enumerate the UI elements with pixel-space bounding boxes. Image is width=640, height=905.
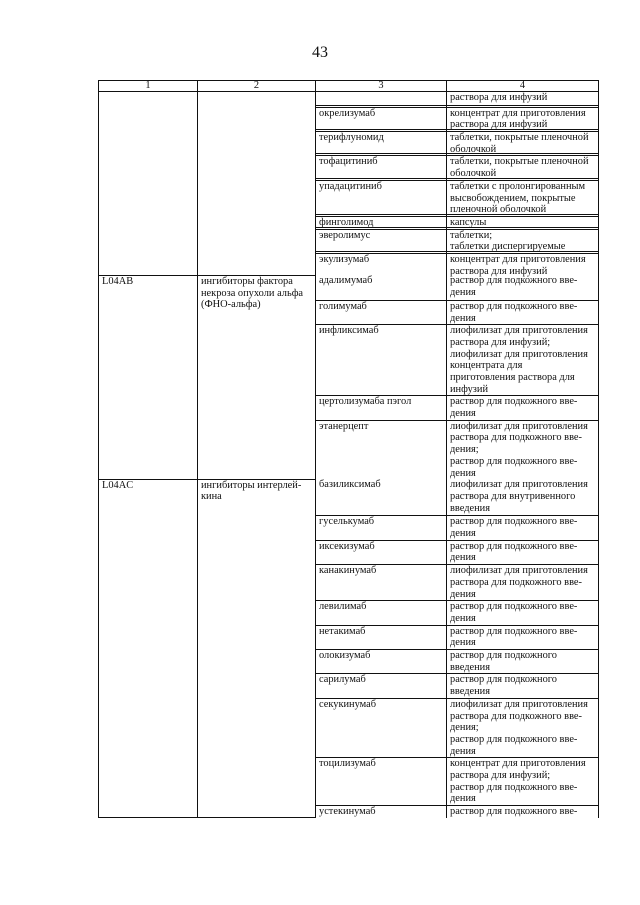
- dosage-form: таблетки; таблетки диспергируемые: [447, 227, 598, 251]
- drug-name: упадацитиниб: [316, 178, 446, 214]
- dosage-form: раствор для подкожного вве- дения: [447, 540, 598, 564]
- group-name: [198, 92, 316, 276]
- dosage-form: концентрат для приготовления раствора для инфузий; раствор для подкожного вве- дения: [447, 757, 598, 805]
- column-header: 1: [99, 81, 198, 92]
- drug-name-column: [316, 92, 447, 276]
- dosage-form: капсулы: [447, 214, 598, 227]
- drug-name: этанерцепт: [316, 420, 446, 480]
- dosage-form: концентрат для приготовления раствора для инфузий: [447, 105, 598, 129]
- drug-name: голимумаб: [316, 300, 446, 324]
- drug-name: инфликсимаб: [316, 324, 446, 395]
- drug-name: [316, 92, 446, 105]
- drug-name: сарилумаб: [316, 673, 446, 697]
- dosage-form: раствор для подкожного вве-: [447, 805, 598, 818]
- drug-name: тофацитиниб: [316, 153, 446, 177]
- group-row: [99, 479, 599, 818]
- dosage-form: лиофилизат для приготовления раствора для подкожного вве- дения; раствор для подкожного вве- дения: [447, 420, 598, 480]
- atc-code: [99, 92, 198, 276]
- dosage-form-column: [447, 92, 599, 276]
- column-header: 2: [198, 81, 316, 92]
- dosage-form: раствор для подкожного вве- дения: [447, 600, 598, 624]
- drug-name: финголимод: [316, 214, 446, 227]
- drug-name: цертолизумаба пэгол: [316, 395, 446, 419]
- dosage-form: раствор для подкожного введения: [447, 649, 598, 673]
- drug-name: терифлуномид: [316, 129, 446, 153]
- dosage-form: раствор для подкожного вве- дения: [447, 395, 598, 419]
- dosage-form: лиофилизат для приготовления раствора для подкожного вве- дения; раствор для подкожного вве- дения: [447, 698, 598, 758]
- drug-name: экулизумаб: [316, 251, 446, 275]
- group-name: ингибиторы фактора некроза опухоли альфа (ФНО-альфа): [198, 275, 316, 479]
- dosage-form: раствор для подкожного вве- дения: [447, 515, 598, 539]
- drug-name: секукинумаб: [316, 698, 446, 758]
- drug-table: [98, 80, 599, 818]
- group-row: [99, 275, 599, 479]
- dosage-form-column: [447, 275, 599, 479]
- dosage-form: раствор для подкожного вве- дения: [447, 300, 598, 324]
- drug-name: канакинумаб: [316, 564, 446, 600]
- dosage-form: концентрат для приготовления раствора для инфузий: [447, 251, 598, 275]
- drug-name: устекинумаб: [316, 805, 446, 818]
- drug-name-column: [316, 479, 447, 818]
- header-row: [99, 81, 599, 92]
- drug-name: левилимаб: [316, 600, 446, 624]
- atc-code: L04AC: [99, 479, 198, 818]
- drug-name: гуселькумаб: [316, 515, 446, 539]
- drug-name-column: [316, 275, 447, 479]
- drug-name: олокизумаб: [316, 649, 446, 673]
- dosage-form: раствора для инфузий: [450, 92, 548, 103]
- dosage-form: лиофилизат для приготовления раствора для внутривенного введения: [450, 479, 588, 514]
- dosage-form: таблетки, покрытые пленочной оболочкой: [447, 153, 598, 177]
- group-row: [99, 92, 599, 276]
- drug-name: окрелизумаб: [316, 105, 446, 129]
- dosage-form: раствор для подкожного вве- дения: [450, 275, 578, 299]
- atc-code: L04AB: [99, 275, 198, 479]
- column-header: 4: [447, 81, 599, 92]
- dosage-form: таблетки с пролонгированным высвобождением, покрытые пленочной оболочкой: [447, 178, 598, 214]
- dosage-form: раствор для подкожного введения: [447, 673, 598, 697]
- dosage-form: таблетки, покрытые пленочной оболочкой: [447, 129, 598, 153]
- dosage-form: лиофилизат для приготовления раствора для подкожного вве- дения: [447, 564, 598, 600]
- dosage-form: лиофилизат для приготовления раствора для инфузий; лиофилизат для приготовления концентрата для приготовления раствора для инфузий: [447, 324, 598, 395]
- drug-name: эверолимус: [316, 227, 446, 251]
- column-header: 3: [316, 81, 447, 92]
- drug-name: базиликсимаб: [319, 479, 381, 491]
- drug-name: адалимумаб: [319, 275, 373, 287]
- drug-name: иксекизумаб: [316, 540, 446, 564]
- dosage-form: раствор для подкожного вве- дения: [447, 625, 598, 649]
- drug-name: тоцилизумаб: [316, 757, 446, 805]
- dosage-form-column: [447, 479, 599, 818]
- page-number: 43: [312, 44, 328, 61]
- drug-name: нетакимаб: [316, 625, 446, 649]
- group-name: ингибиторы интерлей- кина: [198, 479, 316, 818]
